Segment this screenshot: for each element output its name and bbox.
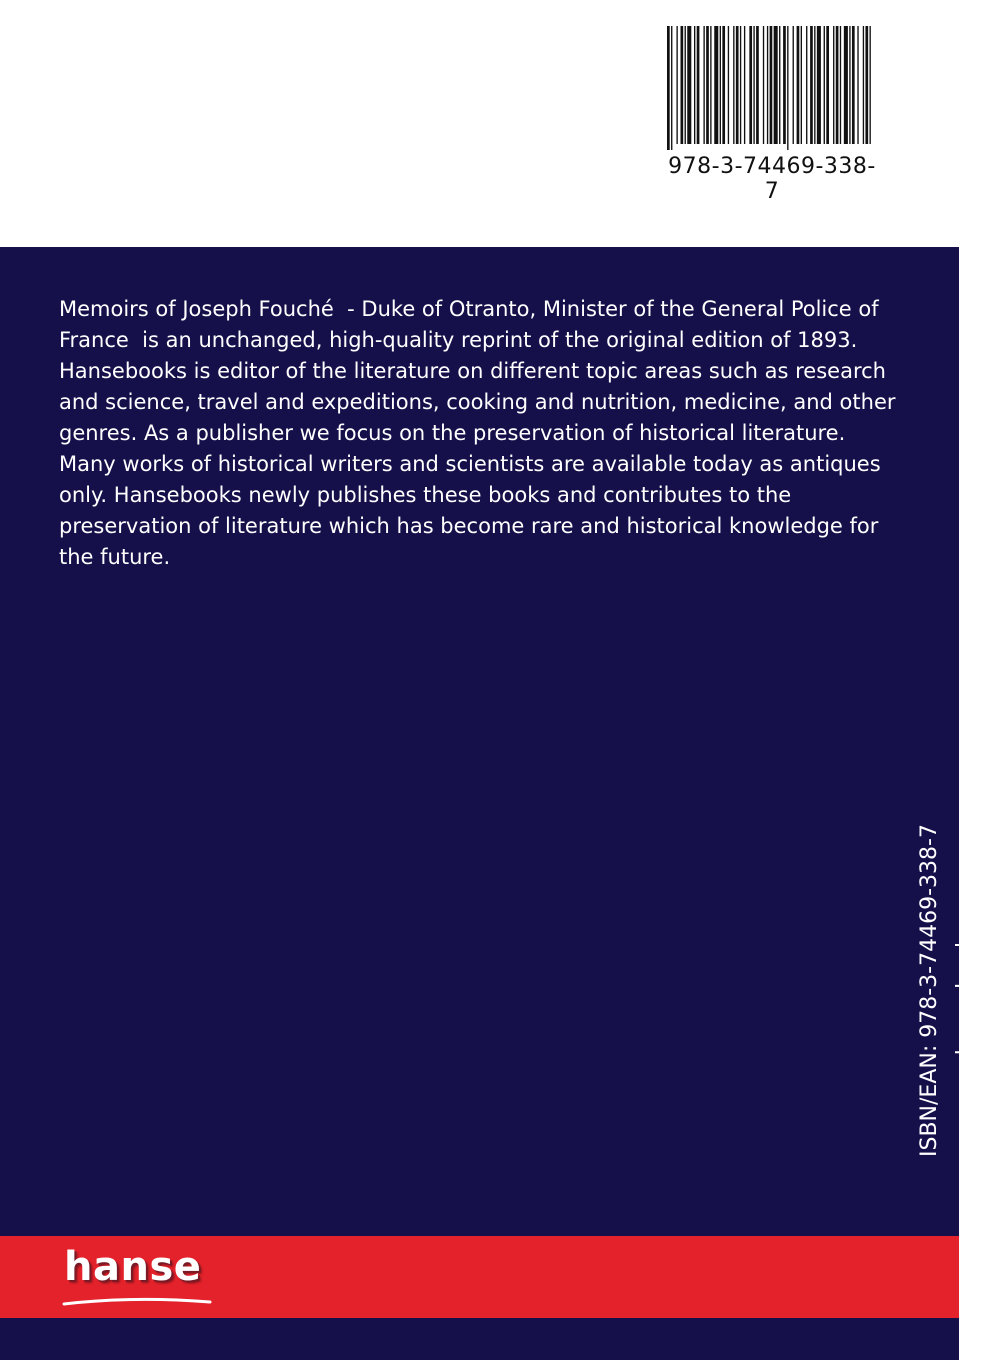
barcode-bar xyxy=(844,26,848,144)
barcode-bar xyxy=(733,26,734,144)
barcode-bar xyxy=(756,26,759,144)
barcode-bar xyxy=(801,26,802,144)
barcode-number: 978-3-74469-338-7 xyxy=(668,154,876,204)
blurb-text xyxy=(59,294,903,573)
barcode-bar xyxy=(865,26,868,144)
blurb-paragraph-publisher: Hansebooks is editor of the literature on different topic areas such as research and science, travel and expeditions, cooking and nutrition, medicine, and other genres. As a publisher we focus on the preservation of historical literature. Many works of historical writers and scientists are available today as antiques only. Hansebooks newly publishes these books and contributes to the preservation of literature which has become rare and historical knowledge for the future. xyxy=(59,359,903,569)
barcode-bar xyxy=(720,26,721,144)
barcode-bar xyxy=(833,26,834,144)
barcode-bar xyxy=(814,26,815,144)
barcode-bar xyxy=(714,26,718,144)
blurb-paragraph-intro: Memoirs of Joseph Fouché - Duke of Otranto, Minister of the General Police of France is an unchanged, high-quality reprint of the original edition of 1893. xyxy=(59,297,886,352)
website-label: www.hansebooks.com xyxy=(953,869,978,1115)
barcode-bar xyxy=(870,26,871,144)
barcode-bar xyxy=(783,26,786,144)
logo-swoosh-icon xyxy=(62,1294,212,1308)
barcode-bar xyxy=(774,26,778,144)
barcode-bar xyxy=(671,26,672,150)
barcode-bar xyxy=(749,26,752,144)
isbn-label: ISBN/EAN: 978-3-74469-338-7 xyxy=(917,824,942,1157)
barcode-bar xyxy=(676,26,677,144)
barcode-bar xyxy=(817,26,821,144)
barcode-bar xyxy=(836,26,839,144)
barcode-bar xyxy=(779,26,780,144)
barcode-bar xyxy=(840,26,841,144)
barcode-bar xyxy=(857,26,858,144)
barcode-bar xyxy=(753,26,754,144)
barcode-bar xyxy=(687,26,691,144)
barcode-bars xyxy=(667,26,877,150)
barcode-bar xyxy=(740,26,741,144)
barcode-bar xyxy=(797,26,800,144)
barcode-bar xyxy=(849,26,850,144)
barcode-bar xyxy=(744,26,745,144)
barcode-bar xyxy=(863,26,864,144)
barcode-bar xyxy=(787,26,788,150)
barcode-bar xyxy=(728,26,729,144)
barcode xyxy=(665,26,879,204)
barcode-bar xyxy=(667,26,670,150)
barcode-bar xyxy=(826,26,829,144)
barcode-bar xyxy=(767,26,768,144)
barcode-bar xyxy=(806,26,807,144)
publisher-band xyxy=(0,1236,959,1318)
barcode-bar xyxy=(697,26,700,144)
barcode-bar xyxy=(810,26,813,144)
barcode-bar xyxy=(710,26,711,144)
barcode-bar xyxy=(685,26,686,144)
barcode-bar xyxy=(694,26,695,144)
barcode-bar xyxy=(736,26,739,144)
barcode-bar xyxy=(793,26,794,144)
barcode-bar xyxy=(722,26,725,144)
barcode-bar xyxy=(852,26,855,144)
hanse-logo: hanse xyxy=(64,1244,202,1290)
barcode-bar xyxy=(763,26,764,144)
barcode-bar xyxy=(703,26,704,144)
barcode-bar xyxy=(824,26,825,144)
barcode-bar xyxy=(770,26,773,144)
barcode-bar xyxy=(681,26,684,144)
top-panel xyxy=(0,0,959,247)
back-cover-panel xyxy=(0,247,978,1360)
barcode-bar xyxy=(706,26,709,144)
